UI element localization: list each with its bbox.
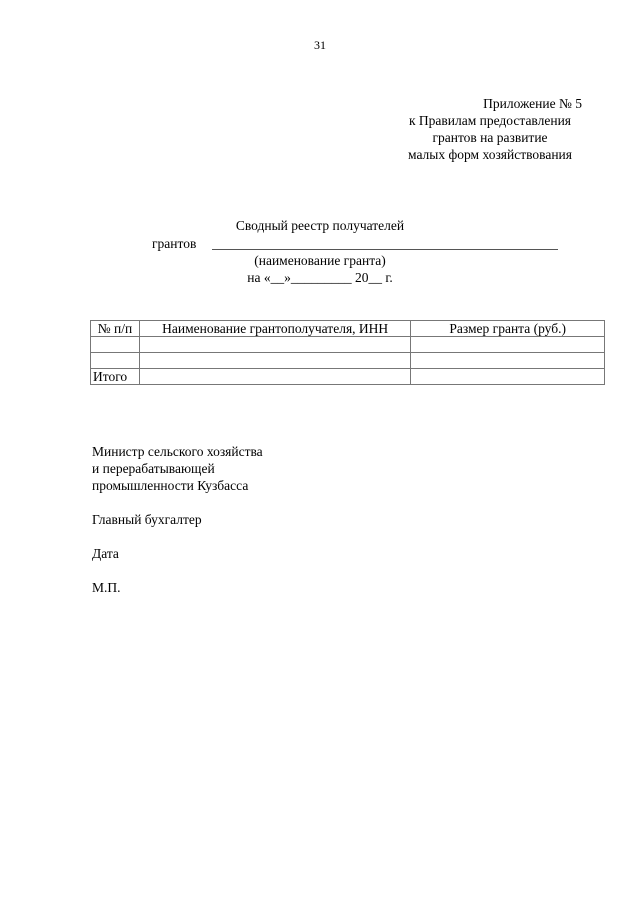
signature-block bbox=[92, 443, 263, 613]
table-total-row bbox=[91, 369, 605, 385]
header-amount: Размер гранта (руб.) bbox=[411, 321, 605, 337]
minister-line: и перерабатывающей bbox=[92, 461, 215, 476]
appendix-line: к Правилам предоставления bbox=[408, 113, 572, 128]
minister-signature bbox=[92, 443, 263, 494]
minister-line: промышленности Кузбасса bbox=[92, 478, 249, 493]
table-cell bbox=[139, 369, 410, 385]
header-recipient: Наименование грантополучателя, ИНН bbox=[139, 321, 410, 337]
table-cell bbox=[411, 369, 605, 385]
appendix-line: грантов на развитие bbox=[432, 130, 548, 145]
table-cell bbox=[411, 353, 605, 369]
page-number: 31 bbox=[314, 38, 326, 52]
header-number: № п/п bbox=[91, 321, 140, 337]
registry-table bbox=[90, 320, 605, 385]
minister-line: Министр сельского хозяйства bbox=[92, 444, 263, 459]
date-label: Дата bbox=[92, 546, 119, 561]
appendix-line: малых форм хозяйствования bbox=[408, 147, 572, 162]
grant-name-note: (наименование гранта) bbox=[254, 253, 386, 268]
table-row bbox=[91, 337, 605, 353]
grants-label: грантов bbox=[152, 236, 197, 251]
accountant-signature: Главный бухгалтер bbox=[92, 512, 202, 527]
registry-title: Сводный реестр получателей bbox=[235, 218, 405, 233]
registry-date: на «__»_________ 20__ г. bbox=[247, 270, 393, 285]
appendix-header bbox=[380, 95, 600, 163]
table-cell bbox=[139, 353, 410, 369]
total-label: Итого bbox=[91, 369, 140, 385]
table-cell bbox=[411, 337, 605, 353]
table-row bbox=[91, 353, 605, 369]
table-cell bbox=[139, 337, 410, 353]
stamp-label: М.П. bbox=[92, 580, 121, 595]
table-cell bbox=[91, 337, 140, 353]
grant-name-underline bbox=[212, 249, 558, 250]
table-header-row bbox=[91, 321, 605, 337]
appendix-line: Приложение № 5 bbox=[483, 96, 582, 111]
table-cell bbox=[91, 353, 140, 369]
